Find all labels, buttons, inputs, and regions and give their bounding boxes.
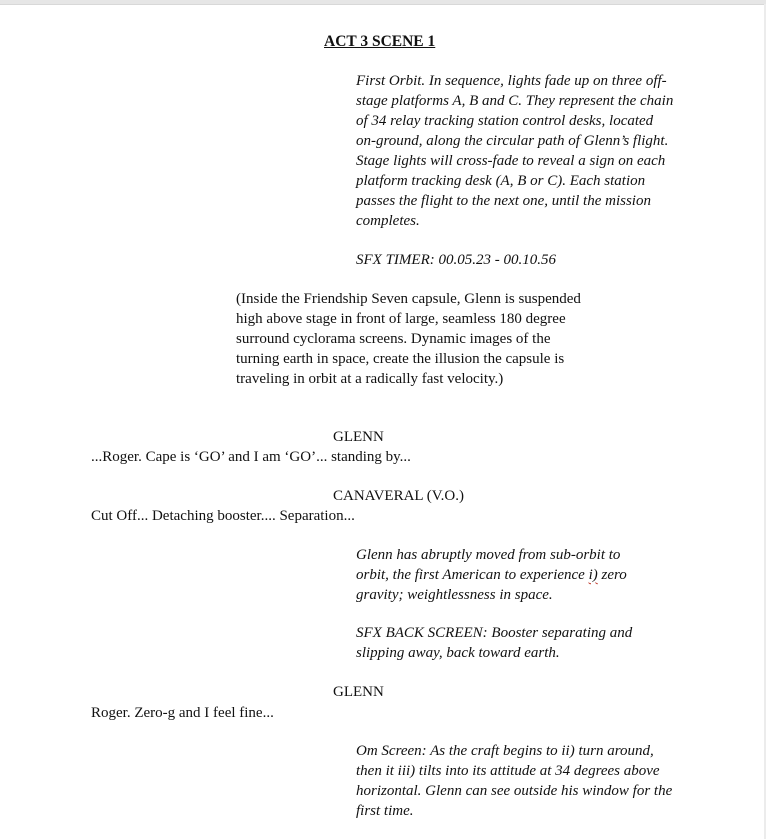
spellcheck-marker: i) (588, 567, 598, 583)
character-name-canaveral: CANAVERAL (V.O.) (333, 488, 464, 504)
stage-direction-zero-gravity (356, 545, 656, 605)
dialogue-canaveral: Cut Off... Detaching booster.... Separation... (91, 508, 355, 524)
stage-direction-first-orbit: First Orbit. In sequence, lights fade up on three off-stage platforms A, B and C. They represent the chain of 34 relay tracking station control desks, located on-ground, along the circular path of Glenn’s flight. Stage lights will cross-fade to reveal a sign on each platform tracking desk (A, B or C). Each station passes the flight to the next one, until the mission completes. (356, 73, 674, 229)
direction-text-part-1: Glenn has abruptly moved from sub-orbit to orbit, the first American to experience (356, 547, 621, 583)
sfx-back-screen-direction: SFX BACK SCREEN: Booster separating and slipping away, back toward earth. (356, 625, 633, 661)
page-top-edge (0, 0, 766, 5)
character-name-glenn-2: GLENN (333, 684, 384, 700)
character-name-glenn-1: GLENN (333, 429, 384, 445)
sfx-timer-direction: SFX TIMER: 00.05.23 - 00.10.56 (356, 252, 556, 268)
dialogue-glenn-2: Roger. Zero-g and I feel fine... (91, 705, 274, 721)
scene-heading: ACT 3 SCENE 1 (324, 33, 436, 50)
dialogue-glenn-1: ...Roger. Cape is ‘GO’ and I am ‘GO’... standing by... (91, 449, 411, 465)
stage-direction-om-screen: Om Screen: As the craft begins to ii) turn around, then it iii) tilts into its attitude at 34 degrees above horizontal. Glenn can see outside his window for the first time. (356, 743, 673, 819)
direction-text-part-2: zero gravity; weightlessness in space. (356, 567, 627, 603)
parenthetical-capsule: (Inside the Friendship Seven capsule, Glenn is suspended high above stage in front of large, seamless 180 degree surround cyclorama screens. Dynamic images of the turning earth in space, create the illusion the capsule is traveling in orbit at a radically fast velocity.) (236, 291, 581, 387)
